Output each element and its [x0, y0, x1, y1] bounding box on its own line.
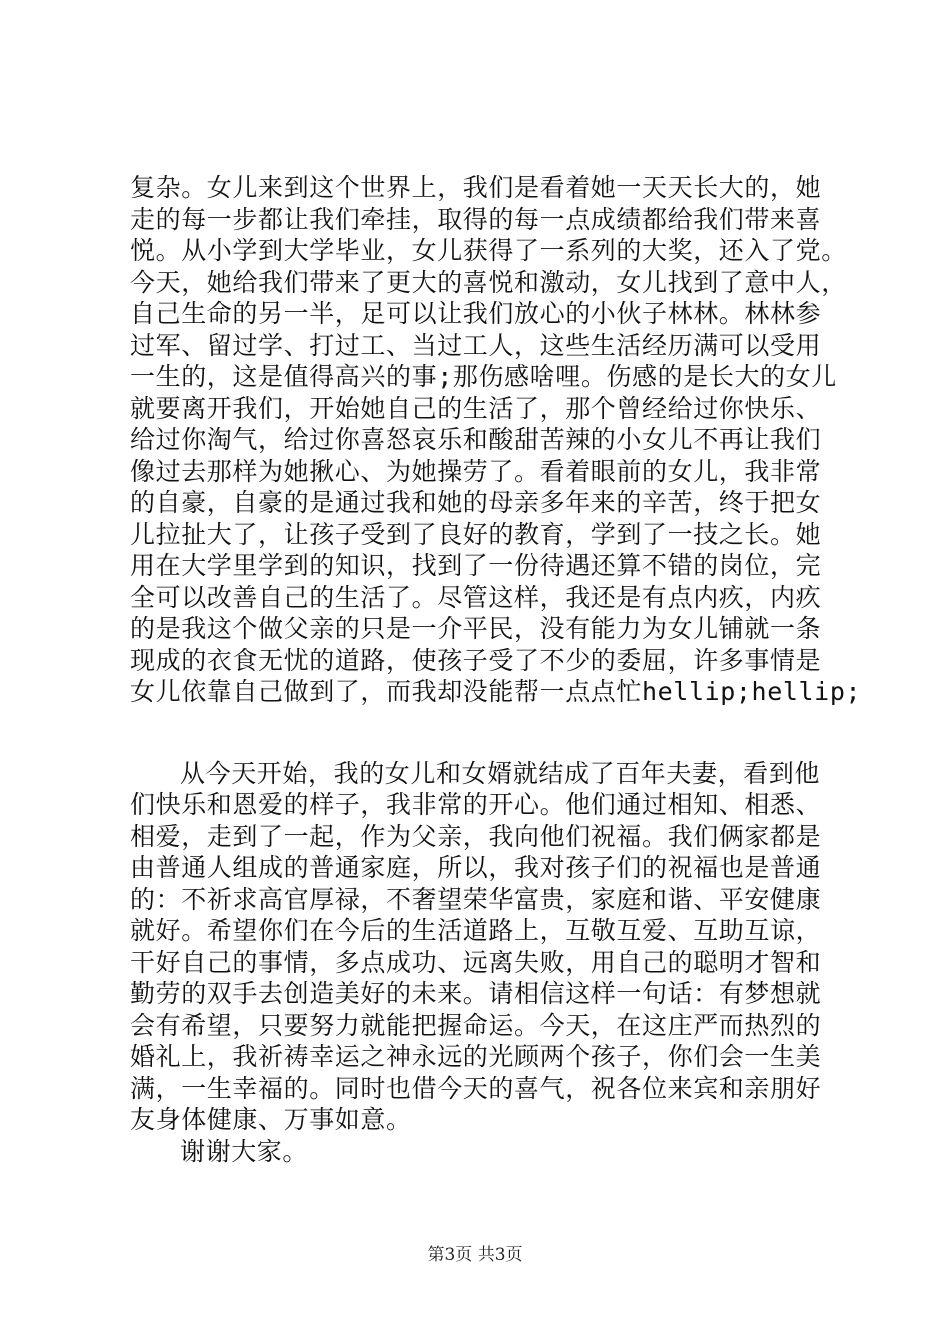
text-line: 由普通人组成的普通家庭，所以，我对孩子们的祝福也是普通 [130, 853, 822, 882]
text-line: 干好自己的事情，多点成功、远离失败，用自己的聪明才智和 [130, 947, 822, 977]
text-line: 全可以改善自己的生活了。尽管这样，我还是有点内疚，内疚 [130, 582, 822, 612]
text-line: 走的每一步都让我们牵挂，取得的每一点成绩都给我们带来喜 [130, 204, 822, 234]
text-line: 给过你淘气，给过你喜怒哀乐和酸甜苦辣的小女儿不再让我们 [130, 425, 822, 454]
text-line: 现成的衣食无忧的道路，使孩子受了不少的委屈，许多事情是 [130, 645, 822, 675]
paragraph-gap [130, 708, 830, 758]
text-line: 的是我这个做父亲的只是一介平民，没有能力为女儿铺就一条 [130, 614, 822, 643]
text-line: 像过去那样为她揪心、为她操劳了。看着眼前的女儿，我非常 [130, 456, 822, 486]
text-line: 悦。从小学到大学毕业，女儿获得了一系列的大奖，还入了党。 [130, 236, 847, 265]
paragraph-2 [130, 758, 830, 1136]
closing-line: 谢谢大家。 [180, 1136, 309, 1166]
page-footer: 第3页 共3页 [427, 1245, 523, 1265]
text-line: 的自豪，自豪的是通过我和她的母亲多年来的辛苦，终于把女 [130, 488, 822, 517]
text-line: 婚礼上，我祈祷幸运之神永远的光顾两个孩子，你们会一生美 [130, 1042, 822, 1071]
text-line: 的：不祈求高官厚禄，不奢望荣华富贵，家庭和谐、平安健康 [130, 884, 822, 914]
text-line: 们快乐和恩爱的样子，我非常的开心。他们通过相知、相悉、 [130, 790, 822, 819]
text-line: 复杂。女儿来到这个世界上，我们是看着她一天天长大的，她 [130, 173, 822, 202]
text-line: 勤劳的双手去创造美好的未来。请相信这样一句话：有梦想就 [130, 979, 822, 1008]
paragraph-1 [130, 172, 862, 708]
text-line: 儿拉扯大了，让孩子受到了良好的教育，学到了一技之长。她 [130, 519, 822, 549]
text-line: 自己生命的另一半，足可以让我们放心的小伙子林林。林林参 [130, 299, 822, 328]
text-line: 会有希望，只要努力就能把握命运。今天，在这庄严而热烈的 [130, 1010, 822, 1040]
text-line: 女儿依靠自己做到了，而我却没能帮一点点忙hellip;hellip; [130, 677, 862, 706]
text-line: 就好。希望你们在今后的生活道路上，互敬互爱、互助互谅， [130, 916, 822, 945]
text-line: 就要离开我们，开始她自己的生活了，那个曾经给过你快乐、 [130, 393, 822, 423]
text-line: 从今天开始，我的女儿和女婿就结成了百年夫妻，看到他 [180, 758, 821, 788]
text-line: 相爱，走到了一起，作为父亲，我向他们祝福。我们俩家都是 [130, 821, 822, 851]
text-line: 用在大学里学到的知识，找到了一份待遇还算不错的岗位，完 [130, 551, 822, 580]
text-line: 友身体健康、万事如意。 [130, 1105, 412, 1134]
text-line: 过军、留过学、打过工、当过工人，这些生活经历满可以受用 [130, 330, 822, 360]
text-line: 一生的，这是值得高兴的事;那伤感啥哩。伤感的是长大的女儿 [130, 362, 837, 391]
text-line: 今天，她给我们带来了更大的喜悦和激动，女儿找到了意中人， [130, 267, 847, 297]
document-body [130, 172, 862, 1167]
text-line: 满，一生幸福的。同时也借今天的喜气，祝各位来宾和亲朋好 [130, 1073, 822, 1103]
